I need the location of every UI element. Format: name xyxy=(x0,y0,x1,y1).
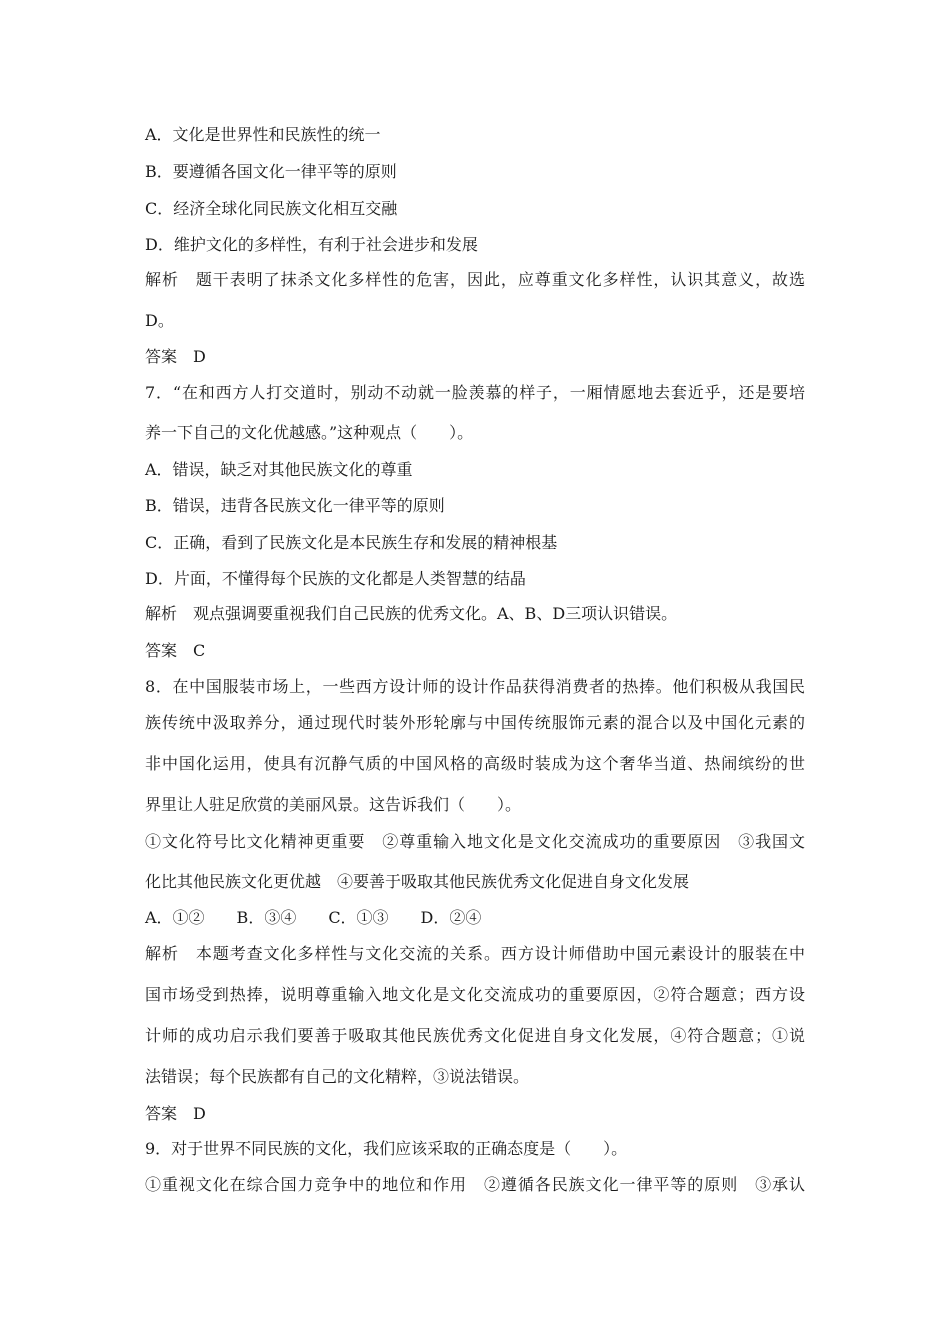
q6-option-b: B．要遵循各国文化一律平等的原则 xyxy=(145,162,397,181)
q6-answer: 答案 D xyxy=(145,347,206,366)
q8-answer: 答案 D xyxy=(145,1104,206,1123)
q8-options: A．①② B．③④ C．①③ D．②④ xyxy=(145,908,482,927)
q6-analysis-line-2: D。 xyxy=(145,311,174,330)
q8-analysis-line-4: 法错误；每个民族都有自己的文化精粹，③说法错误。 xyxy=(145,1067,530,1086)
q7-option-d: D．片面，不懂得每个民族的文化都是人类智慧的结晶 xyxy=(145,569,526,588)
q6-option-a: A．文化是世界性和民族性的统一 xyxy=(145,125,381,144)
q9-statements-line-1: ①重视文化在综合国力竞争中的地位和作用 ②遵循各民族文化一律平等的原则 ③承认 xyxy=(145,1175,805,1194)
q8-statements-line-1: ①文化符号比文化精神更重要 ②尊重输入地文化是文化交流成功的重要原因 ③我国文 xyxy=(145,832,805,851)
q8-analysis-line-1: 解析 本题考查文化多样性与文化交流的关系。西方设计师借助中国元素设计的服装在中 xyxy=(145,944,805,963)
q7-option-b: B．错误，违背各民族文化一律平等的原则 xyxy=(145,496,445,515)
q7-option-c: C．正确，看到了民族文化是本民族生存和发展的精神根基 xyxy=(145,533,558,552)
q8-analysis-line-3: 计师的成功启示我们要善于吸取其他民族优秀文化促进自身文化发展，④符合题意；①说 xyxy=(145,1026,805,1045)
q7-option-a: A．错误，缺乏对其他民族文化的尊重 xyxy=(145,460,413,479)
q7-answer: 答案 C xyxy=(145,641,206,660)
q9-stem: 9．对于世界不同民族的文化，我们应该采取的正确态度是（ ）。 xyxy=(145,1139,628,1158)
q6-analysis-line-1: 解析 题干表明了抹杀文化多样性的危害，因此，应尊重文化多样性，认识其意义，故选 xyxy=(145,270,805,289)
q7-analysis: 解析 观点强调要重视我们自己民族的优秀文化。A、B、D三项认识错误。 xyxy=(145,604,678,623)
q8-analysis-line-2: 国市场受到热捧，说明尊重输入地文化是文化交流成功的重要原因，②符合题意；西方设 xyxy=(145,985,805,1004)
q7-stem-line-2: 养一下自己的文化优越感。”这种观点（ ）。 xyxy=(145,423,474,442)
q8-stem-line-2: 族传统中汲取养分，通过现代时装外形轮廓与中国传统服饰元素的混合以及中国化元素的 xyxy=(145,713,805,732)
q8-stem-line-3: 非中国化运用，使具有沉静气质的中国风格的高级时装成为这个奢华当道、热闹缤纷的世 xyxy=(145,754,805,773)
q8-statements-line-2: 化比其他民族文化更优越 ④要善于吸取其他民族优秀文化促进自身文化发展 xyxy=(145,872,690,891)
q8-stem-line-4: 界里让人驻足欣赏的美丽风景。这告诉我们（ ）。 xyxy=(145,795,522,814)
q6-option-d: D．维护文化的多样性，有利于社会进步和发展 xyxy=(145,235,478,254)
q8-stem-line-1: 8．在中国服装市场上，一些西方设计师的设计作品获得消费者的热捧。他们积极从我国民 xyxy=(145,677,805,696)
q7-stem-line-1: 7．“在和西方人打交道时，别动不动就一脸羡慕的样子，一厢情愿地去套近乎，还是要培 xyxy=(145,383,805,402)
q6-option-c: C．经济全球化同民族文化相互交融 xyxy=(145,199,398,218)
